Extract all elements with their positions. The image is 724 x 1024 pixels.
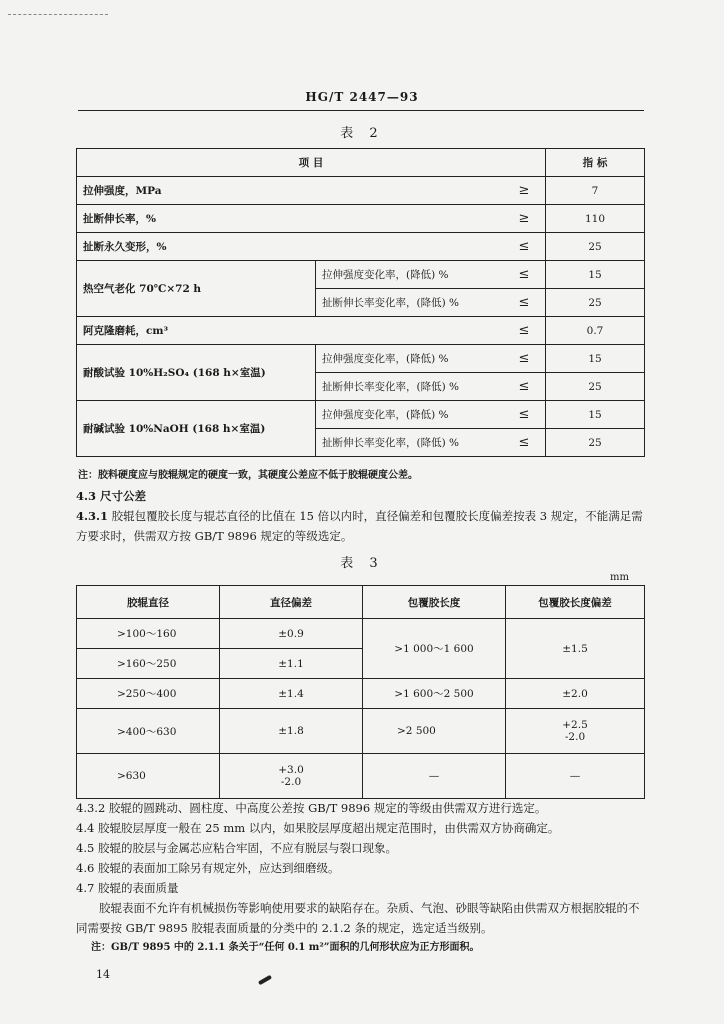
r1-len: >1 000～1 600 (363, 619, 506, 679)
r5-dev (220, 754, 363, 799)
header-cover-length: 包覆胶长度 (363, 586, 506, 619)
section-4-3-heading: 4.3 尺寸公差 (76, 489, 147, 503)
r5-dia: >630 (77, 754, 220, 799)
r3-ldev: ±2.0 (506, 679, 645, 709)
row-acid-item: 耐酸试验 10%H₂SO₄ (168 h×室温) (77, 345, 316, 401)
table-row (77, 317, 645, 345)
r3-len: >1 600～2 500 (363, 679, 506, 709)
note-gbt9895: 注：GB/T 9895 中的 2.1.1 条关于“任何 0.1 m²”面积的几何形状应为正方形面积。 (91, 942, 480, 953)
r4-dev: ±1.8 (220, 709, 363, 754)
row-heat-val1: 15 (546, 261, 645, 289)
row-elong-sym: ≥ (503, 205, 546, 233)
para-4-3-2: 4.3.2 胶辊的圆跳动、圆柱度、中高度公差按 GB/T 9896 规定的等级由供需双方进行选定。 (76, 801, 547, 815)
row-acid-sym1: ≤ (503, 345, 546, 373)
row-acid-val1: 15 (546, 345, 645, 373)
row-heat-sub2: 扯断伸长率变化率，(降低) % (316, 289, 504, 317)
para-4-6: 4.6 胶辊的表面加工除另有规定外，应达到细磨级。 (76, 861, 340, 875)
row-perm-val: 25 (546, 233, 645, 261)
row-heat-sym2: ≤ (503, 289, 546, 317)
table-3 (76, 585, 645, 799)
r4-ldev-lower: -2.0 (564, 731, 586, 743)
table2-note: 注：胶料硬度应与胶辊规定的硬度一致，其硬度公差应不低于胶辊硬度公差。 (78, 470, 418, 481)
row-abrasion-sym: ≤ (503, 317, 546, 345)
para-4-5: 4.5 胶辊的胶层与金属芯应粘合牢固，不应有脱层与裂口现象。 (76, 841, 397, 855)
r5-len: — (363, 754, 506, 799)
r5-ldev: — (506, 754, 645, 799)
header-item: 项 目 (77, 149, 546, 177)
page-number: 14 (96, 968, 110, 981)
r4-ldev-upper: +2.5 (562, 719, 588, 731)
table-row (77, 401, 645, 429)
row-elong-val: 110 (546, 205, 645, 233)
row-tensile-item: 拉伸强度，MPa (77, 177, 504, 205)
r1-dev: ±0.9 (220, 619, 363, 649)
r4-ldev (506, 709, 645, 754)
r4-len: >2 500 (363, 709, 506, 754)
table-row (77, 754, 645, 799)
table-2 (76, 148, 645, 457)
table3-title: 表 3 (340, 556, 384, 571)
row-heat-item: 热空气老化 70℃×72 h (77, 261, 316, 317)
row-alkali-sub1: 拉伸强度变化率，(降低) % (316, 401, 504, 429)
r3-dia: >250～400 (77, 679, 220, 709)
row-tensile-val: 7 (546, 177, 645, 205)
r2-dev: ±1.1 (220, 649, 363, 679)
pen-mark (258, 975, 272, 985)
table-header-row (77, 586, 645, 619)
table-row (77, 345, 645, 373)
table-row (77, 679, 645, 709)
r3-dev: ±1.4 (220, 679, 363, 709)
row-acid-sym2: ≤ (503, 373, 546, 401)
r5-dev-upper: +3.0 (278, 764, 304, 776)
r5-dev-lower: -2.0 (280, 776, 302, 788)
row-abrasion-val: 0.7 (546, 317, 645, 345)
row-tensile-sym: ≥ (503, 177, 546, 205)
para-4-7: 4.7 胶辊的表面质量 (76, 881, 179, 895)
r1-dia: >100～160 (77, 619, 220, 649)
table2-title: 表 2 (340, 126, 384, 141)
scan-dash-line (8, 14, 108, 15)
table-row (77, 619, 645, 649)
section-4-3-1-num: 4.3.1 (76, 509, 109, 523)
section-4-3-1-text: 胶辊包覆胶长度与辊芯直径的比值在 15 倍以内时，直径偏差和包覆胶长度偏差按表 3 规定，不能满足需方要求时，供需双方按 GB/T 9896 规定的等级选定。 (76, 509, 643, 543)
r4-dia: >400～630 (77, 709, 220, 754)
row-heat-sym1: ≤ (503, 261, 546, 289)
header-cover-length-deviation: 包覆胶长度偏差 (506, 586, 645, 619)
row-alkali-sub2: 扯断伸长率变化率，(降低) % (316, 429, 504, 457)
r2-dia: >160～250 (77, 649, 220, 679)
r1-ldev: ±1.5 (506, 619, 645, 679)
header-rule (78, 110, 644, 111)
row-acid-sub2: 扯断伸长率变化率，(降低) % (316, 373, 504, 401)
header-value: 指 标 (546, 149, 645, 177)
header-diameter: 胶辊直径 (77, 586, 220, 619)
table3-unit: mm (610, 572, 629, 583)
para-4-7-text: 胶辊表面不允许有机械损伤等影响使用要求的缺陷存在。杂质、气泡、砂眼等缺陷由供需双方根据胶辊的不同需要按 GB/T 9895 胶辊表面质量的分类中的 2.1.2 条的规定，选定适当级别。 (76, 901, 640, 935)
table-row (77, 205, 645, 233)
row-acid-val2: 25 (546, 373, 645, 401)
row-abrasion-item: 阿克隆磨耗，cm³ (77, 317, 504, 345)
table-row (77, 261, 645, 289)
header-diameter-deviation: 直径偏差 (220, 586, 363, 619)
row-alkali-item: 耐碱试验 10%NaOH (168 h×室温) (77, 401, 316, 457)
table-header-row (77, 149, 645, 177)
table-row (77, 709, 645, 754)
row-perm-item: 扯断永久变形，% (77, 233, 504, 261)
section-4-3-1 (76, 506, 646, 546)
row-heat-val2: 25 (546, 289, 645, 317)
row-perm-sym: ≤ (503, 233, 546, 261)
row-alkali-val1: 15 (546, 401, 645, 429)
row-alkali-val2: 25 (546, 429, 645, 457)
table-row (77, 233, 645, 261)
standard-number: HG/T 2447—93 (305, 90, 419, 104)
table-row (77, 177, 645, 205)
section-4-3-2-to-4-7 (76, 798, 646, 958)
row-elong-item: 扯断伸长率，% (77, 205, 504, 233)
row-alkali-sym1: ≤ (503, 401, 546, 429)
para-4-4: 4.4 胶辊胶层厚度一般在 25 mm 以内，如果胶层厚度超出规定范围时，由供需双方协商确定。 (76, 821, 560, 835)
row-alkali-sym2: ≤ (503, 429, 546, 457)
row-acid-sub1: 拉伸强度变化率，(降低) % (316, 345, 504, 373)
row-heat-sub1: 拉伸强度变化率，(降低) % (316, 261, 504, 289)
section-4-3 (76, 486, 646, 546)
